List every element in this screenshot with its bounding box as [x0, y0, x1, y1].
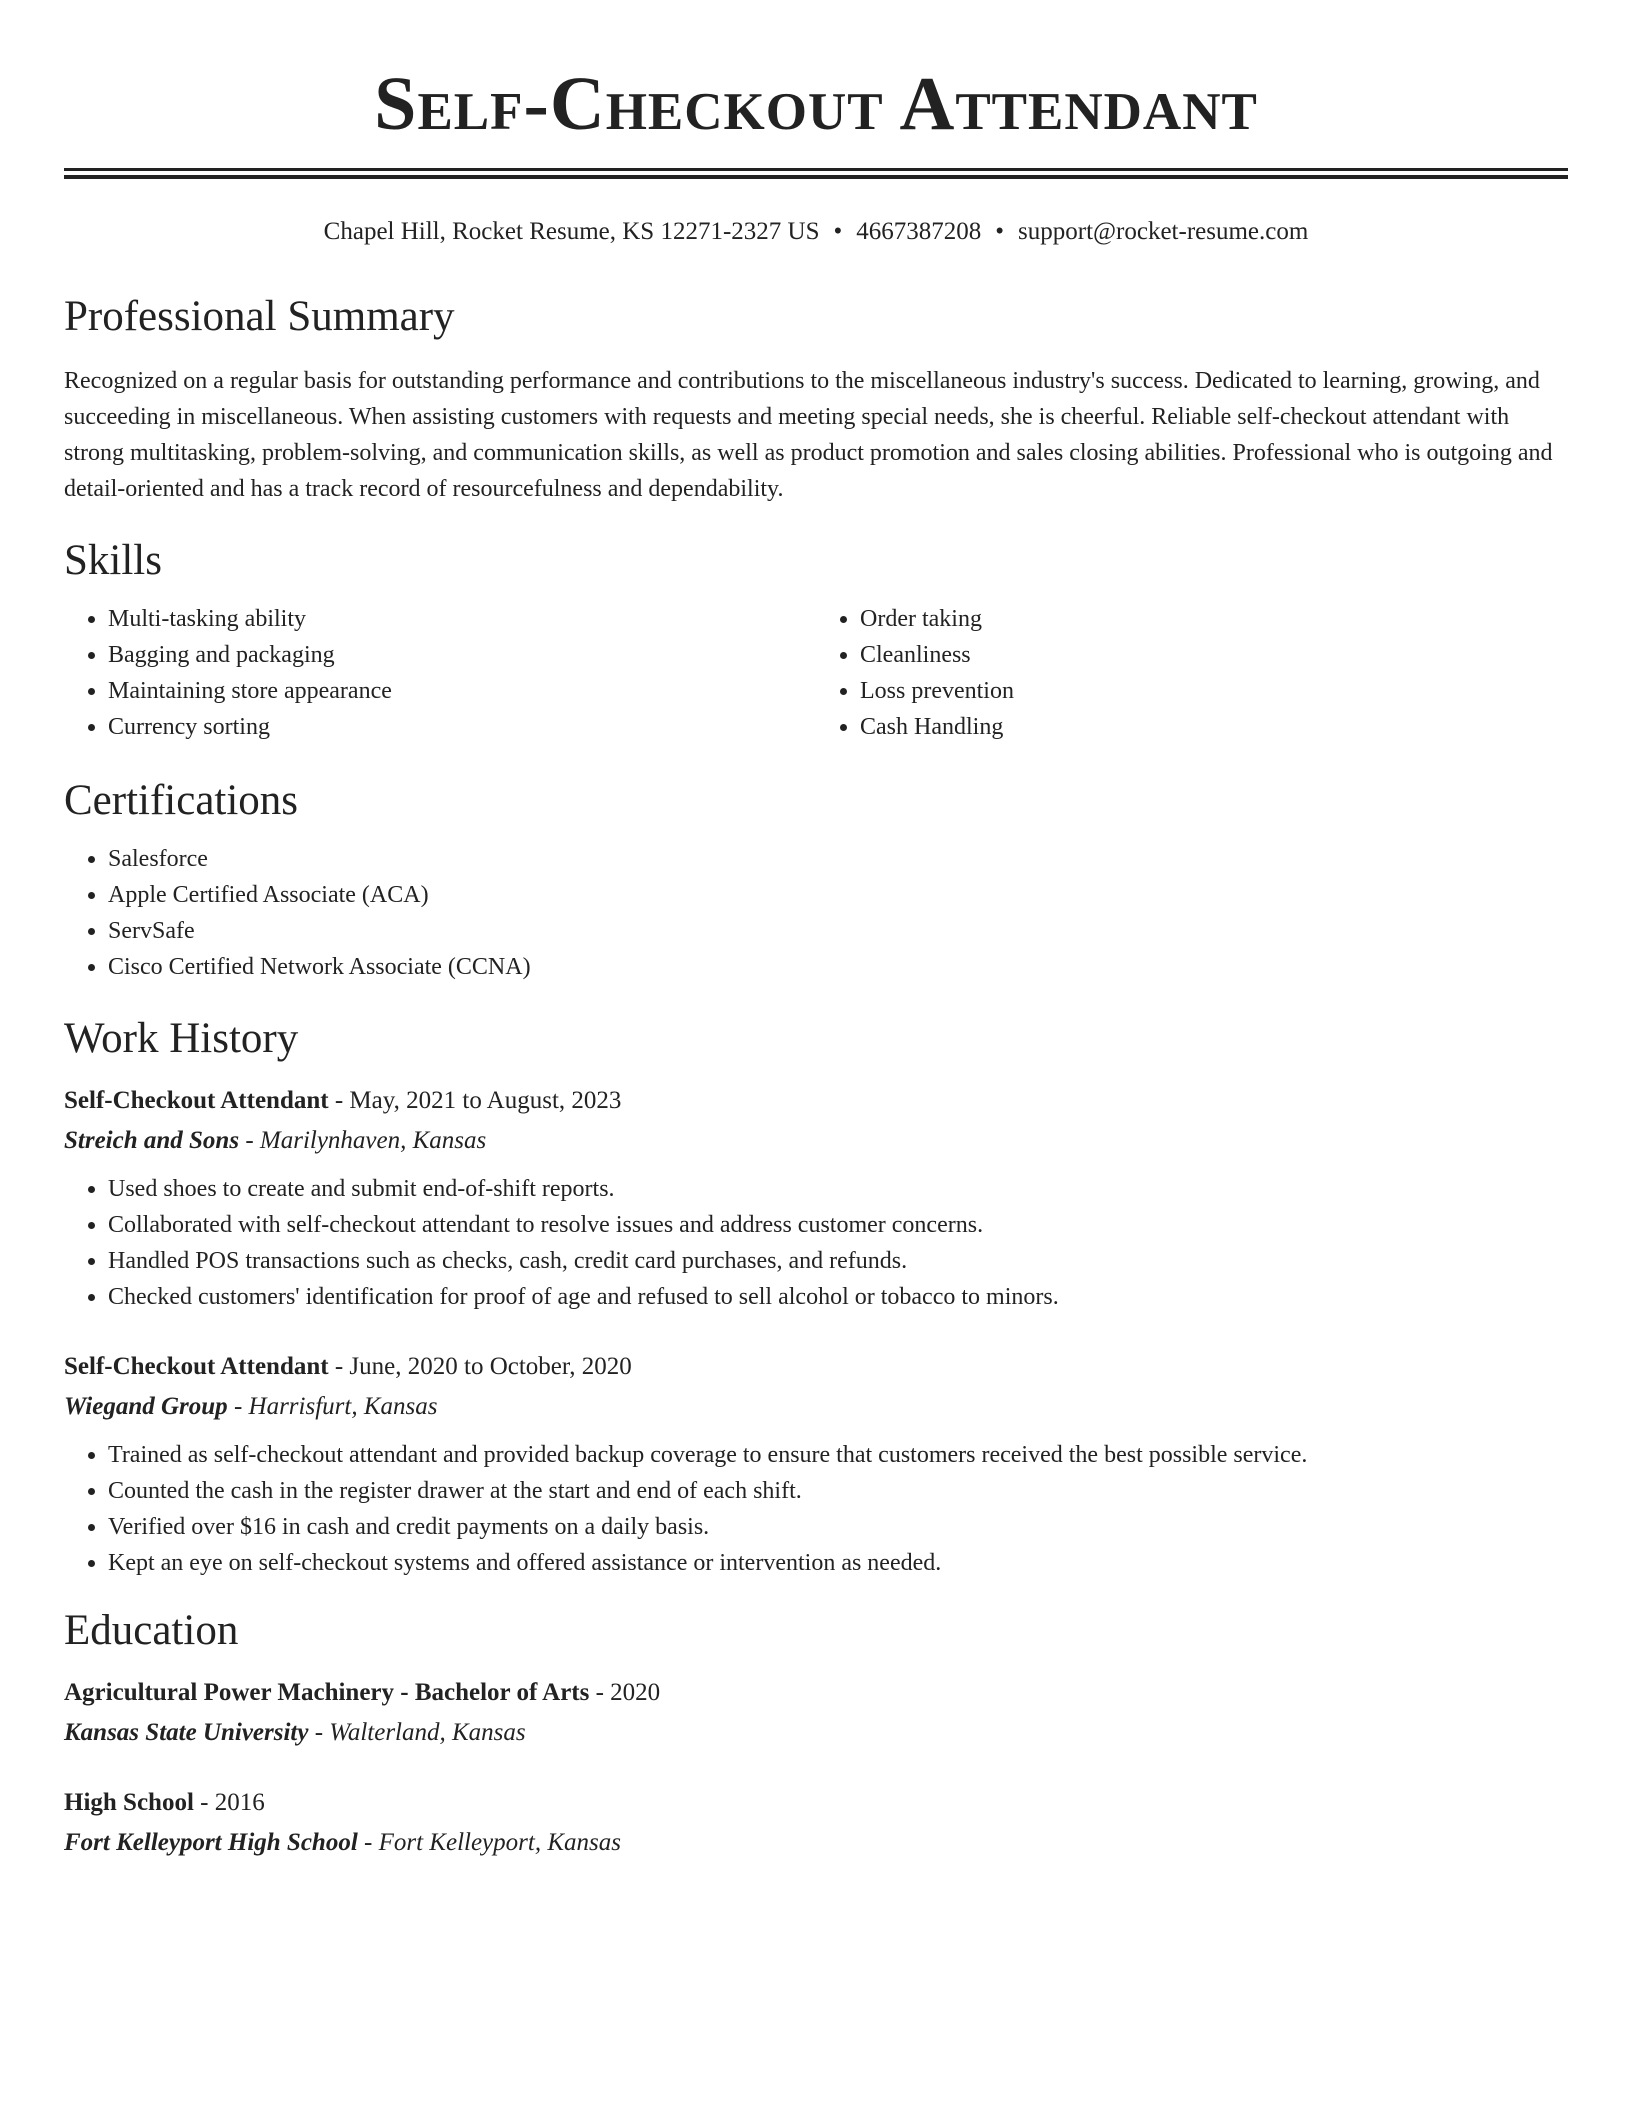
job-title-line [64, 1081, 1568, 1121]
job-title: Self-Checkout Attendant [64, 1353, 329, 1380]
job-location: - Harrisfurt, Kansas [227, 1393, 438, 1420]
work-history-heading: Work History [64, 1015, 299, 1062]
education-year: - 2020 [589, 1679, 661, 1706]
education-school-line [64, 1713, 1568, 1753]
education-degree-line [64, 1673, 1568, 1713]
summary-text: Recognized on a regular basis for outstanding performance and contributions to the miscellaneous industry's success. Dedicated to learning, growing, and succeeding in miscellaneous. When assisting customers with requests and meeting special needs, she is cheerful. Reliable self-checkout attendant with strong multitasking, problem-solving, and communication skills, as well as product promotion and sales closing abilities. Professional who is outgoing and detail-oriented and has a track record of resourcefulness and dependability. [64, 368, 1553, 502]
contact-line [64, 215, 1568, 249]
job-bullets [64, 1437, 1568, 1581]
certifications-heading: Certifications [64, 777, 299, 824]
certification-item: • ServSafe [108, 913, 1568, 949]
job-title-line [64, 1347, 1568, 1387]
resume-title: Self-Checkout Attendant [374, 62, 1258, 146]
education-degree: High School [64, 1789, 194, 1816]
education-location: - Fort Kelleyport, Kansas [357, 1829, 621, 1856]
job-entry [64, 1347, 1568, 1581]
job-bullets [64, 1171, 1568, 1315]
certification-item: • Salesforce [108, 841, 1568, 877]
job-bullet: • Kept an eye on self-checkout systems and offered assistance or intervention as needed. [108, 1545, 1568, 1581]
job-location: - Marilynhaven, Kansas [239, 1127, 487, 1154]
contact-separator: • [833, 218, 843, 245]
skill-item: • Cleanliness [860, 637, 1568, 673]
contact-email[interactable]: support@rocket-resume.com [1018, 218, 1309, 245]
education-degree: Agricultural Power Machinery - Bachelor of Arts [64, 1679, 590, 1706]
job-company: Wiegand Group [64, 1393, 228, 1420]
job-company-line [64, 1387, 1568, 1427]
contact-separator: • [995, 218, 1005, 245]
job-dates: - May, 2021 to August, 2023 [328, 1087, 622, 1114]
job-bullet: • Verified over $16 in cash and credit payments on a daily basis. [108, 1509, 1568, 1545]
contact-address: Chapel Hill, Rocket Resume, KS 12271-2327 US [323, 218, 820, 245]
education-location: - Walterland, Kansas [308, 1719, 526, 1746]
skill-item: • Bagging and packaging [108, 637, 816, 673]
education-degree-line [64, 1783, 1568, 1823]
contact-phone: 4667387208 [856, 218, 982, 245]
job-company-line [64, 1121, 1568, 1161]
education-school: Kansas State University [64, 1719, 309, 1746]
job-bullet: • Trained as self-checkout attendant and provided backup coverage to ensure that customers received the best possible service. [108, 1437, 1568, 1473]
job-dates: - June, 2020 to October, 2020 [328, 1353, 632, 1380]
job-company: Streich and Sons [64, 1127, 240, 1154]
job-bullet: • Collaborated with self-checkout attendant to resolve issues and address customer concerns. [108, 1207, 1568, 1243]
job-bullet: • Checked customers' identification for proof of age and refused to sell alcohol or tobacco to minors. [108, 1279, 1568, 1315]
certifications-list [64, 841, 1568, 985]
education-heading: Education [64, 1607, 239, 1654]
job-entry [64, 1081, 1568, 1315]
job-bullet: • Used shoes to create and submit end-of-shift reports. [108, 1171, 1568, 1207]
skill-item: • Cash Handling [860, 709, 1568, 745]
skill-item: • Currency sorting [108, 709, 816, 745]
education-entry [64, 1783, 1568, 1863]
skill-item: • Maintaining store appearance [108, 673, 816, 709]
job-bullet: • Handled POS transactions such as checks, cash, credit card purchases, and refunds. [108, 1243, 1568, 1279]
skill-item: • Order taking [860, 601, 1568, 637]
certification-item: • Apple Certified Associate (ACA) [108, 877, 1568, 913]
skills-heading: Skills [64, 537, 162, 584]
education-year: - 2016 [193, 1789, 265, 1816]
title-divider [64, 168, 1568, 179]
education-school-line [64, 1823, 1568, 1863]
summary-heading: Professional Summary [64, 293, 455, 340]
skills-columns [64, 601, 1568, 745]
education-entry [64, 1673, 1568, 1753]
skills-right-list [816, 601, 1568, 745]
skills-left-list [64, 601, 816, 745]
skill-item: • Multi-tasking ability [108, 601, 816, 637]
job-title: Self-Checkout Attendant [64, 1087, 329, 1114]
skill-item: • Loss prevention [860, 673, 1568, 709]
job-bullet: • Counted the cash in the register drawer at the start and end of each shift. [108, 1473, 1568, 1509]
certification-item: • Cisco Certified Network Associate (CCNA) [108, 949, 1568, 985]
education-school: Fort Kelleyport High School [64, 1829, 358, 1856]
